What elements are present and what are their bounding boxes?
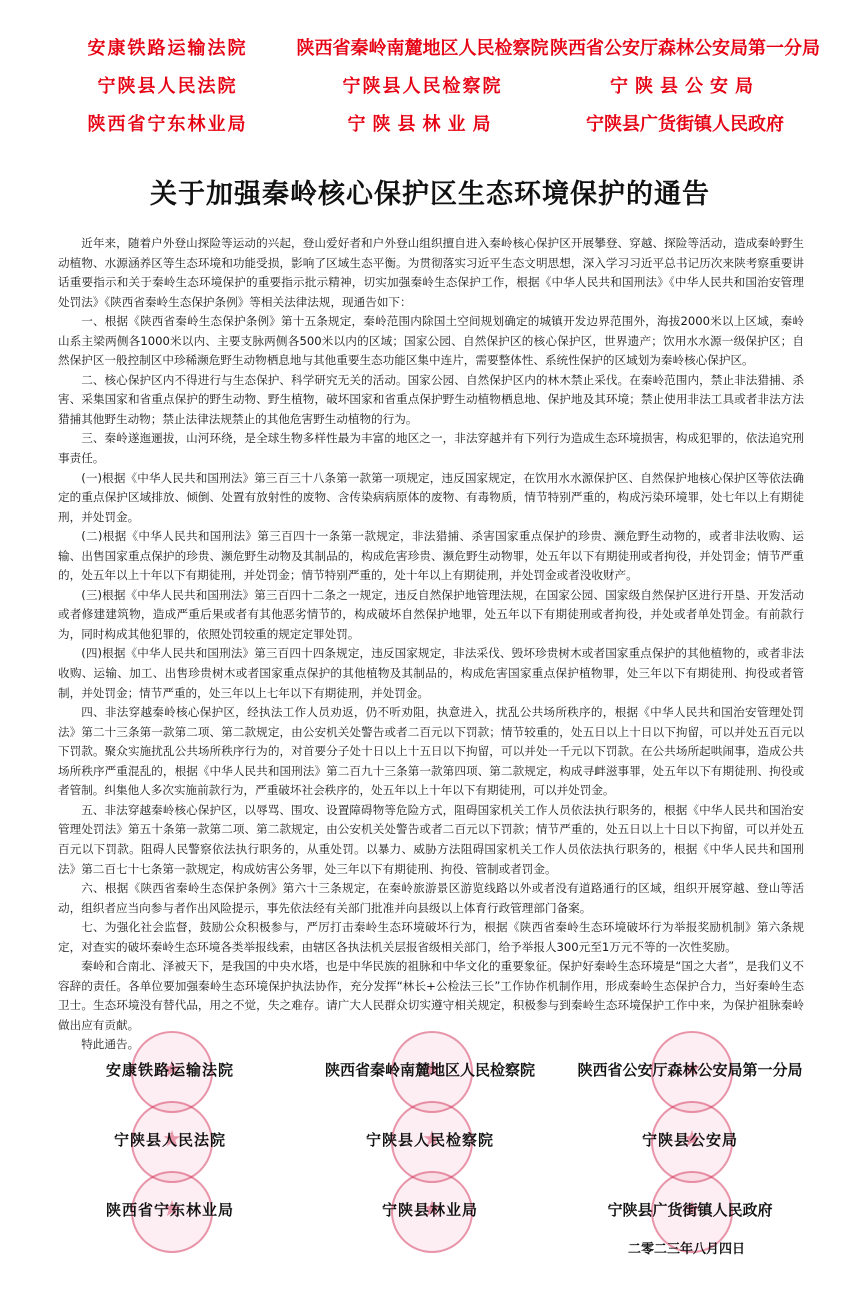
signatory-name: 陕西省宁东林业局	[105, 1201, 234, 1219]
header-agency: 宁陕县人民检察院	[342, 76, 503, 97]
paragraph: (四)根据《中华人民共和国刑法》第三百四十四条规定，违反国家规定，非法采伐、毁坏珍贵树木或者国家重点保护的其他植物的，或者非法收购、运输、加工、出售珍贵树木或者国家重点保护的其他植物及其制品的，构成危害国家重点保护植物罪，处三年以下有期徒刑、拘役或者管制，并处罚金；情节严重的，处三年以上七年以下有期徒刑，并处罚金。	[58, 646, 804, 700]
paragraph: 近年来，随着户外登山探险等运动的兴起，登山爱好者和户外登山组织擅自进入秦岭核心保护区开展攀登、穿越、探险等活动，造成秦岭野生动植物、水源涵养区等生态环境和功能受损，影响了区域生态平衡。为贯彻落实习近平生态文明思想，深入学习习近平总书记历次来陕考察重要讲话重要指示和关于秦岭生态环境保护的重要指示批示精神，切实加强秦岭生态保护工作，根据《中华人民共和国刑法》《中华人民共和国治安管理处罚法》《陕西省秦岭生态保护条例》等相关法律法规，现通告如下：	[58, 236, 804, 309]
signatory-name: 宁陕县公安局	[641, 1131, 738, 1149]
paragraph: 二、核心保护区内不得进行与生态保护、科学研究无关的活动。国家公园、自然保护区内的林木禁止采伐。在秦岭范围内，禁止非法猎捕、杀害、采集国家和省重点保护的野生动物、野生植物，破坏国家和省重点保护野生动植物栖息地、保护地及其环境；禁止使用非法工具或者非法方法猎捕其他野生动物；禁止法律法规禁止的其他危害野生动植物的行为。	[58, 372, 804, 426]
notice-title: 关于加强秦岭核心保护区生态环境保护的通告	[150, 179, 710, 210]
paragraph: 五、非法穿越秦岭核心保护区，以辱骂、围攻、设置障碍物等危险方式，阻碍国家机关工作人员依法执行职务的，根据《中华人民共和国治安管理处罚法》第五十条第一款第二项、第二款规定，由公安机关处警告或者二百元以下罚款；情节严重的，处五日以上十日以下拘留，可以并处五百元以下罚款。阻碍人民警察依法执行职务的，从重处罚。以暴力、威胁方法阻碍国家机关工作人员依法执行职务的，根据《中华人民共和国刑法》第二百七十七条第一款规定，构成妨害公务罪，处三年以下有期徒刑、拘役、管制或者罚金。	[58, 802, 804, 876]
paragraph: (一)根据《中华人民共和国刑法》第三百三十八条第一款第一项规定，违反国家规定，在饮用水水源保护区、自然保护地核心保护区等依法确定的重点保护区域排放、倾倒、处置有放射性的废物、含传染病病原体的废物、有毒物质，情节特别严重的，构成污染环境罪，处七年以上有期徒刑，并处罚金。	[58, 470, 804, 524]
signatory-name: 宁陕县人民检察院	[365, 1131, 494, 1149]
signatory-name: 安康铁路运输法院	[105, 1061, 234, 1079]
issuing-agencies-header	[40, 36, 820, 138]
paragraph: 秦岭和合南北、泽被天下，是我国的中央水塔，也是中华民族的祖脉和中华文化的重要象征。保护好秦岭生态环境是“国之大者”，是我们义不容辞的责任。各单位要加强秦岭生态环境保护执法协作，充分发挥“林长+公检法三长”工作协作机制作用，形成秦岭生态保护合力，当好秦岭生态卫士。生态环境没有替代品，用之不觉，失之难存。请广大人民群众切实遵守相关规定，积极参与到秦岭生态环境保护工作中来，为保护祖脉秦岭做出应有贡献。	[58, 959, 804, 1032]
notice-body	[58, 234, 804, 1055]
signatory	[300, 1056, 560, 1084]
signatory-name: 宁陕县人民法院	[113, 1131, 226, 1149]
paragraph: (三)根据《中华人民共和国刑法》第三百四十二条之一规定，违反自然保护地管理法规，在国家公园、国家级自然保护区进行开垦、开发活动或者修建建筑物，造成严重后果或者有其他恶劣情节的，构成破坏自然保护地罪，处五年以下有期徒刑或者拘役，并处或者单处罚金。有前款行为，同时构成其他犯罪的，依照处罚较重的规定定罪处罚。	[58, 587, 804, 641]
signatory	[560, 1126, 820, 1154]
paragraph: 一、根据《陕西省秦岭生态保护条例》第十五条规定，秦岭范围内除国土空间规划确定的城镇开发边界范围外，海拔2000米以上区域，秦岭山系主梁两侧各1000米以内、主要支脉两侧各500米以内的区域；国家公园、自然保护区的核心保护区，世界遗产；饮用水水源一级保护区；自然保护区一般控制区中珍稀濒危野生动物栖息地与其他重要生态功能区集中连片，需要整体性、系统性保护的区域划为秦岭核心保护区。	[58, 314, 804, 368]
header-agency: 陕西省秦岭南麓地区人民检察院	[296, 38, 549, 59]
header-agency: 宁陕县广货街镇人民政府	[586, 114, 784, 135]
signatory-name: 陕西省秦岭南麓地区人民检察院	[324, 1061, 535, 1079]
signatory-name: 宁陕县广货街镇人民政府	[607, 1201, 773, 1219]
signatory	[560, 1056, 820, 1084]
paragraph: 特此通告。	[81, 1037, 140, 1052]
header-agency: 陕西省公安厅森林公安局第一分局	[550, 38, 820, 59]
header-agency: 宁陕县公安局	[610, 76, 760, 97]
paragraph: 三、秦岭遂迤逦拔，山河环绕，是全球生物多样性最为丰富的地区之一，非法穿越并有下列行为造成生态环境损害，构成犯罪的，依法追究刑事责任。	[58, 431, 804, 466]
notice-date: 二零二三年八月四日	[628, 1242, 746, 1257]
header-agency: 陕西省宁东林业局	[87, 114, 248, 135]
signature-block	[40, 1056, 820, 1224]
paragraph: 四、非法穿越秦岭核心保护区，经执法工作人员劝返，仍不听劝阻，执意进入，扰乱公共场所秩序的，根据《中华人民共和国治安管理处罚法》第二十三条第一款第二项、第二款规定，由公安机关处警告或者二百元以下罚款；情节较重的，处五日以上十日以下拘留，可以并处五百元以下罚款。聚众实施扰乱公共场所秩序行为的，对首要分子处十日以上十五日以下拘留，可以并处一千元以下罚款。在公共场所起哄闹事，造成公共场所秩序严重混乱的，根据《中华人民共和国刑法》第二百九十三条第一款第四项、第二款规定，构成寻衅滋事罪，处五年以下有期徒刑、拘役或者管制。纠集他人多次实施前款行为，严重破坏社会秩序的，处五年以上十年以下有期徒刑，可以并处罚金。	[58, 705, 804, 798]
header-agency: 宁陕县林业局	[347, 114, 498, 135]
signatory-name: 宁陕县林业局	[381, 1201, 478, 1219]
paragraph: (二)根据《中华人民共和国刑法》第三百四十一条第一款规定，非法猎捕、杀害国家重点保护的珍贵、濒危野生动物的，或者非法收购、运输、出售国家重点保护的珍贵、濒危野生动物及其制品的，构成危害珍贵、濒危野生动物罪，处五年以下有期徒刑或者拘役，并处罚金；情节严重的，处五年以上十年以下有期徒刑，并处罚金；情节特别严重的，处十年以上有期徒刑，并处罚金或者没收财产。	[58, 529, 804, 583]
signatory	[40, 1056, 300, 1084]
signatory	[300, 1196, 560, 1224]
paragraph: 六、根据《陕西省秦岭生态保护条例》第六十三条规定，在秦岭旅游景区游览线路以外或者没有道路通行的区域，组织开展穿越、登山等活动，组织者应当向参与者作出风险提示，事先依法经有关部门批准并向县级以上体育行政管理部门备案。	[58, 881, 804, 915]
paragraph: 七、为强化社会监督，鼓励公众积极参与，严厉打击秦岭生态环境破坏行为，根据《陕西省秦岭生态环境破坏行为举报奖励机制》第六条规定，对查实的破坏秦岭生态环境各类举报线索，由辖区各执法机关层报省级相关部门，给予举报人300元至1万元不等的一次性奖励。	[58, 920, 804, 954]
signatory	[40, 1126, 300, 1154]
header-agency: 安康铁路运输法院	[87, 38, 248, 59]
header-agency: 宁陕县人民法院	[97, 76, 238, 97]
signatory	[560, 1196, 820, 1224]
signatory-name: 陕西省公安厅森林公安局第一分局	[577, 1061, 803, 1079]
signatory	[300, 1126, 560, 1154]
signatory	[40, 1196, 300, 1224]
